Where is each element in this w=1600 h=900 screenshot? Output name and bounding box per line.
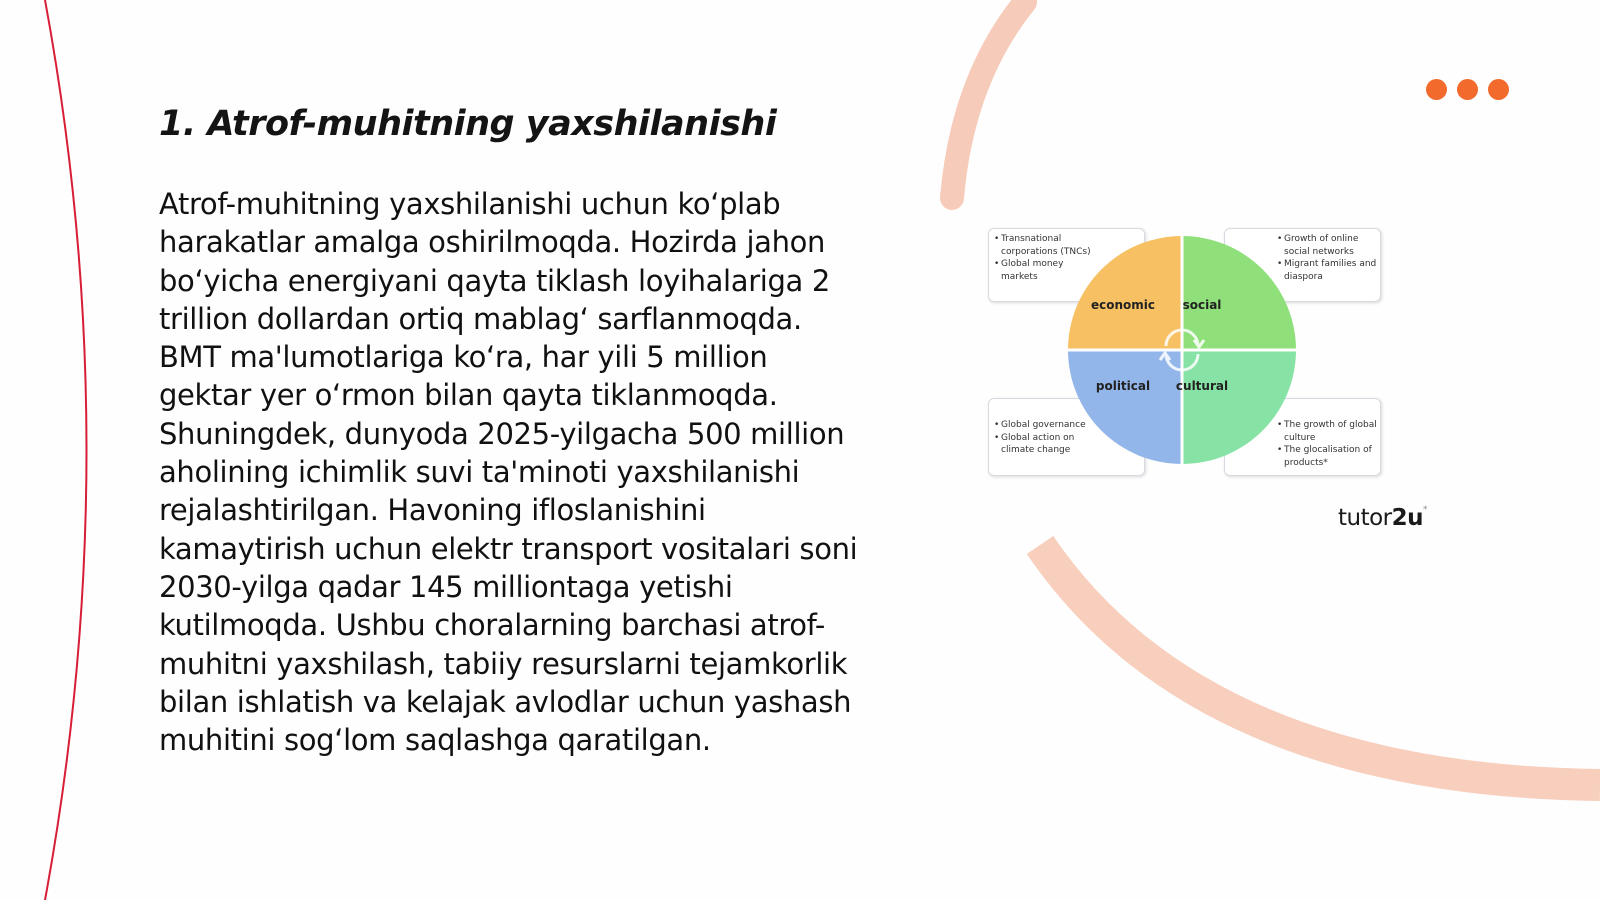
bullet-item: • The glocalisation of products* <box>1277 444 1377 469</box>
bullet-item: • Global money markets <box>994 258 1099 283</box>
economic-label: economic <box>1090 298 1155 312</box>
cultural-quadrant <box>1182 350 1296 464</box>
bullet-item: • The growth of global culture <box>1277 419 1377 444</box>
social-label: social <box>1182 298 1222 312</box>
bottom-arc <box>1040 545 1600 785</box>
globalisation-diagram <box>980 222 1400 482</box>
logo-text: tutor <box>1338 505 1392 531</box>
slide-title: 1. Atrof-muhitning yaxshilanishi <box>159 104 777 144</box>
dot-icon <box>1426 79 1447 100</box>
quadrant-circle <box>1066 234 1298 466</box>
logo-text-bold: 2u <box>1391 505 1424 531</box>
cultural-label: cultural <box>1175 379 1229 393</box>
menu-dots <box>1426 79 1509 100</box>
economic-quadrant <box>1068 236 1182 350</box>
slide-body-text: Atrof-muhitning yaxshilanishi uchun ko‘plab harakatlar amalga oshirilmoqda. Hozirda jahon bo‘yicha energiyani qayta tiklash loyihalariga 2 trillion dollardan ortiq mablag‘ sarflanmoqda. BMT ma'lumotlariga ko‘ra, har yili 5 million gektar yer o‘rmon bilan qayta tiklanmoqda. Shuningdek, dunyoda 2025-yilgacha 500 million aholining ichimlik suvi ta'minoti yaxshilanishi rejalashtirilgan. Havoning ifloslanishini kamaytirish uchun elektr transport vositalari soni 2030-yilga qadar 145 milliontaga yetishi kutilmoqda. Ushbu choralarning barchasi atrof-muhitni yaxshilash, tabiiy resurslarni tejamkorlik bilan ishlatish va kelajak avlodlar uchun yashash muhitini sog‘lom saqlashga qaratilgan. <box>159 187 858 758</box>
bullet-item: • Transnational corporations (TNCs) <box>994 233 1099 258</box>
bullet-item: • Migrant families and diaspora <box>1277 258 1377 283</box>
political-label: political <box>1095 379 1151 393</box>
top-arc <box>952 2 1025 198</box>
dot-icon <box>1457 79 1478 100</box>
logo-mark: * <box>1423 505 1428 516</box>
bullet-item: • Global action on climate change <box>994 432 1094 457</box>
social-quadrant <box>1182 236 1296 350</box>
tutor2u-logo <box>1338 505 1427 531</box>
dot-icon <box>1488 79 1509 100</box>
bullet-item: • Global governance <box>994 419 1094 432</box>
left-accent-line <box>45 0 87 900</box>
bullet-item: • Growth of online social networks <box>1277 233 1377 258</box>
political-quadrant <box>1068 350 1182 464</box>
